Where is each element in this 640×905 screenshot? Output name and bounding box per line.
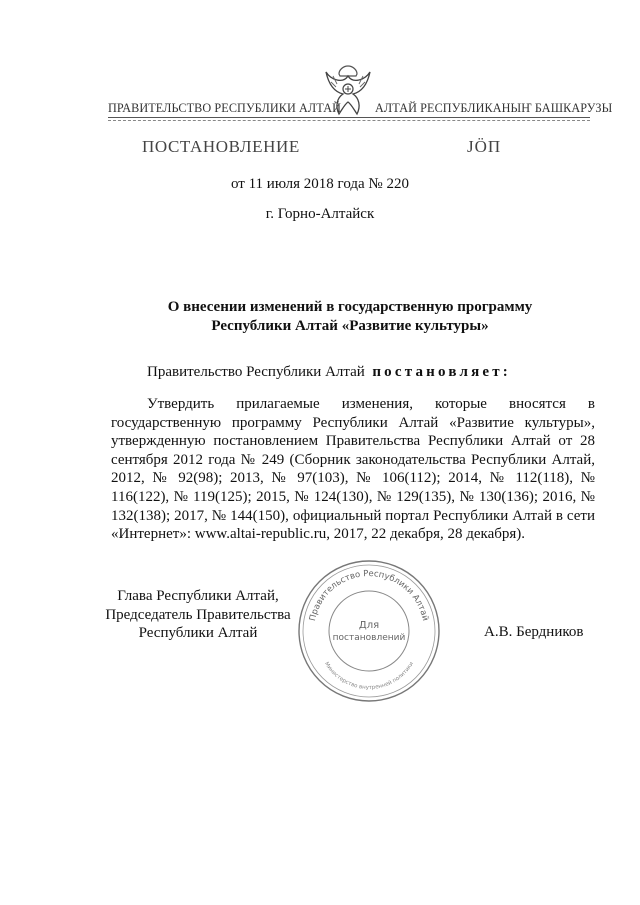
stamp-outer-text: Правительство Республики Алтай (307, 568, 431, 623)
official-stamp (294, 556, 444, 706)
org-name-russian: ПРАВИТЕЛЬСТВО РЕСПУБЛИКИ АЛТАЙ (108, 101, 342, 115)
doc-type-russian: ПОСТАНОВЛЕНИЕ (142, 137, 300, 156)
title-line-1: О внесении изменений в государственную программу (167, 299, 533, 315)
resolution-intro (147, 364, 511, 381)
doc-type-altai: ЈӦП (467, 137, 502, 156)
title-line-2: Республики Алтай «Развитие культуры» (211, 318, 489, 334)
signatory-title-line-3: Республики Алтай (138, 625, 258, 641)
signatory-title-line-2: Председатель Правительства (105, 606, 291, 623)
header-rule-dashed (108, 120, 590, 121)
signatory-name: А.В. Бердников (484, 624, 584, 640)
document-city: г. Горно-Алтайск (265, 206, 375, 222)
intro-emphasis: постановляет: (372, 364, 512, 380)
stamp-center-line-2: постановлений (332, 633, 406, 643)
header-rule (108, 117, 590, 118)
document-title (100, 298, 600, 336)
stamp-center-line-1: Для (358, 620, 380, 631)
signatory-title (100, 587, 296, 643)
document-date-number: от 11 июля 2018 года № 220 (231, 176, 409, 192)
org-name-altai: АЛТАЙ РЕСПУБЛИКАНЫҤ БАШКАРУЗЫ (375, 101, 613, 115)
signatory-title-line-1: Глава Республики Алтай, (117, 588, 279, 604)
intro-text: Правительство Республики Алтай (147, 364, 365, 380)
resolution-body: Утвердить прилагаемые изменения, которые вносятся в государственную программу Республики Алтай «Развитие культуры», утвержденную постановлением Правительства Республики Алтай от 28 сентября 2012 года № 249 (Сборник законодательства Республики Алтай, 2012, № 92(98); 2013, № 97(103), № 106(112); 2014, № 112(118), № 116(122), № 119(125); 2015, № 124(130), № 129(135), № 130(136); 2016, № 132(138); 2017, № 144(150), официальный портал Республики Алтай в сети «Интернет»: www.altai-republic.ru, 2017, 22 декабря, 28 декабря). (111, 396, 595, 543)
stamp-bottom-text: Министерство внутренней политики (322, 661, 416, 692)
